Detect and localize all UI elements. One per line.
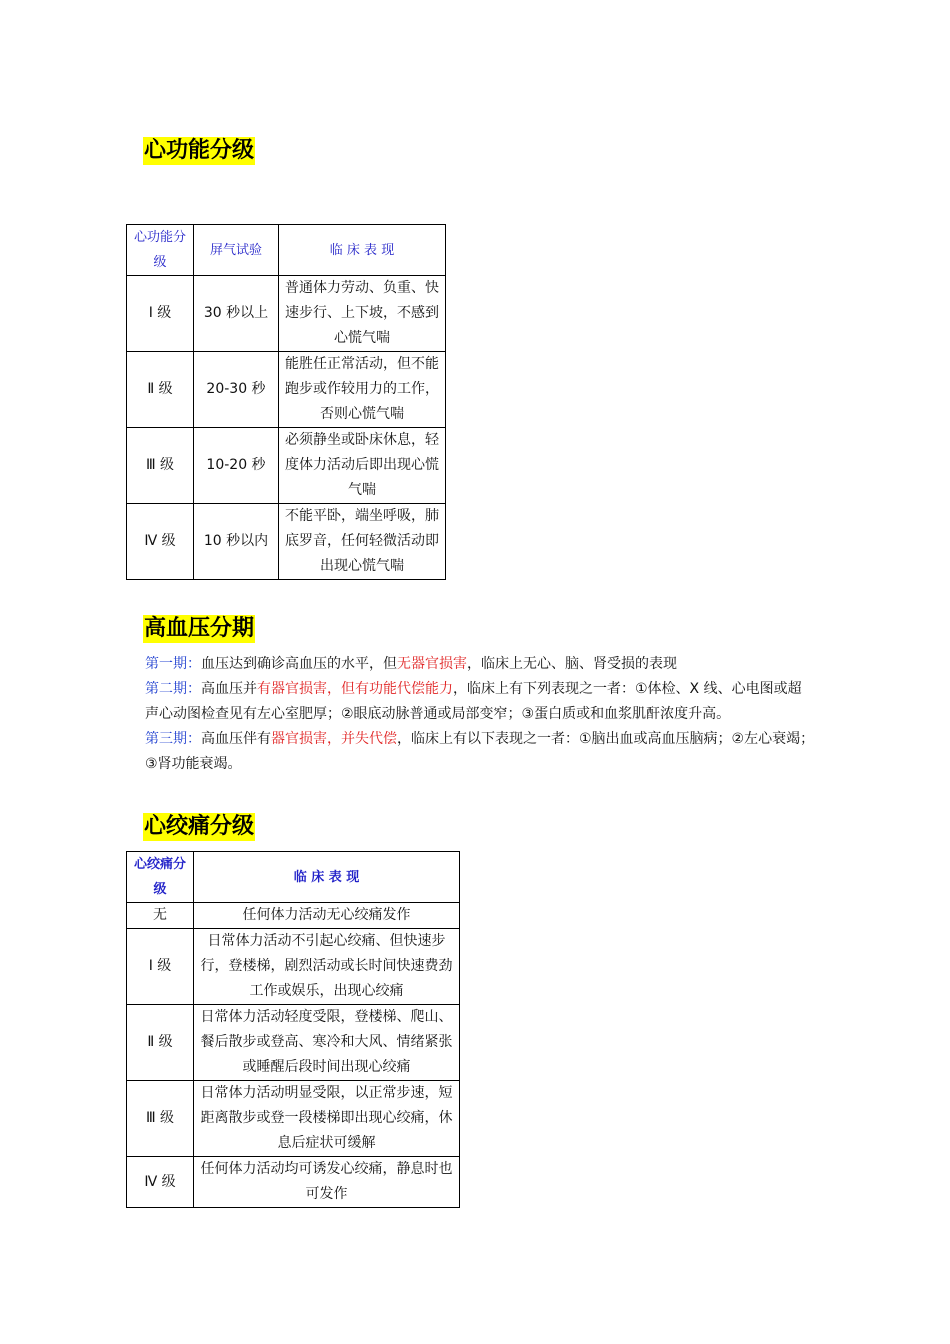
- grade-cell: Ⅱ 级: [127, 352, 194, 428]
- angina-title: 心绞痛分级: [144, 814, 255, 839]
- grade-cell: Ⅰ 级: [127, 929, 194, 1005]
- table-header-row: [127, 852, 460, 903]
- table-row: [127, 1081, 460, 1157]
- stage-three-paragraph: [145, 727, 815, 777]
- stage-highlight: 有器官损害，但有功能代偿能力: [257, 681, 453, 697]
- heart-function-title: 心功能分级: [144, 138, 255, 163]
- header-grade: 心绞痛分级: [127, 852, 194, 903]
- grade-cell: Ⅰ 级: [127, 276, 194, 352]
- grade-cell: Ⅲ 级: [127, 428, 194, 504]
- stage-text: 高血压并: [201, 681, 257, 697]
- stage-label: 第三期：: [145, 731, 201, 747]
- header-clinical: 临 床 表 现: [279, 225, 446, 276]
- table-row: [127, 1005, 460, 1081]
- desc-cell: 日常体力活动不引起心绞痛、但快速步行，登楼梯，剧烈活动或长时间快速费劲工作或娱乐，出现心绞痛: [194, 929, 460, 1005]
- grade-cell: Ⅱ 级: [127, 1005, 194, 1081]
- hypertension-title: 高血压分期: [144, 616, 255, 641]
- desc-cell: 任何体力活动无心绞痛发作: [194, 903, 460, 929]
- grade-cell: 无: [127, 903, 194, 929]
- stage-text: 高血压伴有: [201, 731, 271, 747]
- table-row: [127, 504, 446, 580]
- desc-cell: 任何体力活动均可诱发心绞痛，静息时也可发作: [194, 1157, 460, 1208]
- desc-cell: 不能平卧，端坐呼吸，肺底罗音，任何轻微活动即出现心慌气喘: [279, 504, 446, 580]
- table-row: [127, 276, 446, 352]
- desc-cell: 日常体力活动轻度受限，登楼梯、爬山、餐后散步或登高、寒冷和大风、情绪紧张或睡醒后段时间出现心绞痛: [194, 1005, 460, 1081]
- table-row: [127, 352, 446, 428]
- desc-cell: 日常体力活动明显受限，以正常步速，短距离散步或登一段楼梯即出现心绞痛，休息后症状可缓解: [194, 1081, 460, 1157]
- stage-label: 第二期：: [145, 681, 201, 697]
- header-grade: 心功能分级: [127, 225, 194, 276]
- heart-function-table: [126, 224, 446, 580]
- stage-label: 第一期：: [145, 656, 201, 672]
- test-cell: 10 秒以内: [194, 504, 279, 580]
- table-row: [127, 929, 460, 1005]
- stage-two-paragraph: [145, 677, 815, 727]
- test-cell: 20-30 秒: [194, 352, 279, 428]
- table-row: [127, 903, 460, 929]
- stage-text: ，临床上有下列表现之一者：①体检、X 线、心电图或超声心动图检查见有左心室肥厚；②眼底动脉普通或局部变窄；③蛋白质或和血浆肌酐浓度升高。: [145, 681, 802, 722]
- test-cell: 10-20 秒: [194, 428, 279, 504]
- desc-cell: 必须静坐或卧床休息，轻度体力活动后即出现心慌气喘: [279, 428, 446, 504]
- stage-text: 血压达到确诊高血压的水平，但: [201, 656, 397, 672]
- header-clinical: 临 床 表 现: [194, 852, 460, 903]
- test-cell: 30 秒以上: [194, 276, 279, 352]
- stage-highlight: 器官损害，并失代偿: [271, 731, 397, 747]
- header-breath-test: 屏气试验: [194, 225, 279, 276]
- stage-one-paragraph: [145, 652, 815, 677]
- angina-table: [126, 851, 460, 1208]
- grade-cell: Ⅳ 级: [127, 504, 194, 580]
- table-header-row: [127, 225, 446, 276]
- stage-text: ，临床上无心、脑、肾受损的表现: [467, 656, 677, 672]
- grade-cell: Ⅲ 级: [127, 1081, 194, 1157]
- table-row: [127, 1157, 460, 1208]
- table-row: [127, 428, 446, 504]
- stage-text: ，临床上有以下表现之一者：①脑出血或高血压脑病；②左心衰竭；③肾功能衰竭。: [145, 731, 815, 772]
- grade-cell: Ⅳ 级: [127, 1157, 194, 1208]
- stage-highlight: 无器官损害: [397, 656, 467, 672]
- desc-cell: 普通体力劳动、负重、快速步行、上下坡，不感到心慌气喘: [279, 276, 446, 352]
- desc-cell: 能胜任正常活动，但不能跑步或作较用力的工作，否则心慌气喘: [279, 352, 446, 428]
